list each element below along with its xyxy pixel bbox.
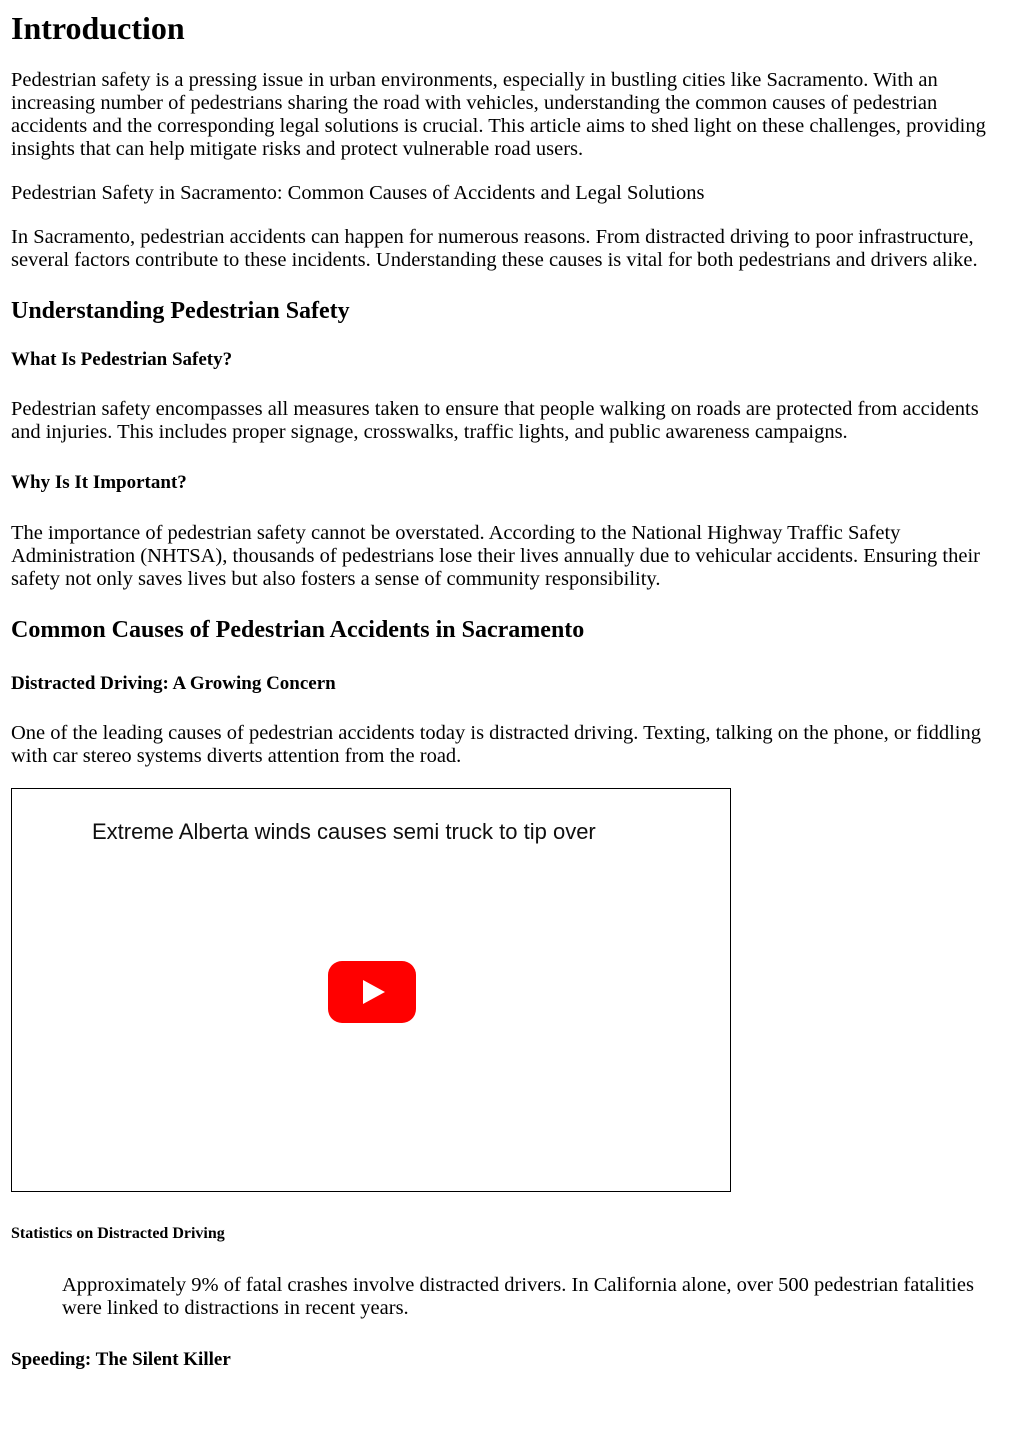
video-embed[interactable] — [11, 788, 731, 1192]
subheading-distracted-driving: Distracted Driving: A Growing Concern — [11, 673, 336, 694]
intro-heading: Introduction — [11, 10, 185, 46]
distracted-driving-paragraph: One of the leading causes of pedestrian accidents today is distracted driving. Texting, talking on the phone, or fiddling with car stereo systems diverts attention from the road. — [11, 722, 981, 767]
subheading-what-is: What Is Pedestrian Safety? — [11, 349, 233, 370]
subheading-statistics: Statistics on Distracted Driving — [11, 1225, 225, 1242]
intro-paragraph: Pedestrian safety is a pressing issue in urban environments, especially in bustling cities like Sacramento. With an increasing number of pedestrians sharing the road with vehicles, understanding the common causes of pedestrian accidents and the corresponding legal solutions is crucial. This article aims to shed light on these challenges, providing insights that can help mitigate risks and protect vulnerable road users. — [11, 69, 986, 160]
context-paragraph: In Sacramento, pedestrian accidents can happen for numerous reasons. From distracted driving to poor infrastructure, several factors contribute to these incidents. Understanding these causes is vital for both pedestrians and drivers alike. — [11, 226, 978, 271]
section-heading-understanding: Understanding Pedestrian Safety — [11, 298, 350, 324]
youtube-play-icon[interactable] — [328, 961, 416, 1023]
subheading-speeding: Speeding: The Silent Killer — [11, 1349, 231, 1370]
why-important-paragraph: The importance of pedestrian safety cannot be overstated. According to the National Highway Traffic Safety Administration (NHTSA), thousands of pedestrians lose their lives annually due to vehicular accidents. Ensuring their safety not only saves lives but also fosters a sense of community responsibility. — [11, 522, 980, 590]
subtitle-line: Pedestrian Safety in Sacramento: Common Causes of Accidents and Legal Solutions — [11, 182, 705, 204]
video-title[interactable]: Extreme Alberta winds causes semi truck to tip over — [92, 819, 596, 844]
subheading-why-important: Why Is It Important? — [11, 472, 187, 493]
statistics-blockquote: Approximately 9% of fatal crashes involve distracted drivers. In California alone, over 500 pedestrian fatalities were linked to distractions in recent years. — [62, 1274, 974, 1319]
article — [0, 10, 1024, 1371]
section-heading-common-causes: Common Causes of Pedestrian Accidents in Sacramento — [11, 617, 585, 643]
what-is-paragraph: Pedestrian safety encompasses all measures taken to ensure that people walking on roads are protected from accidents and injuries. This includes proper signage, crosswalks, traffic lights, and public awareness campaigns. — [11, 398, 979, 443]
